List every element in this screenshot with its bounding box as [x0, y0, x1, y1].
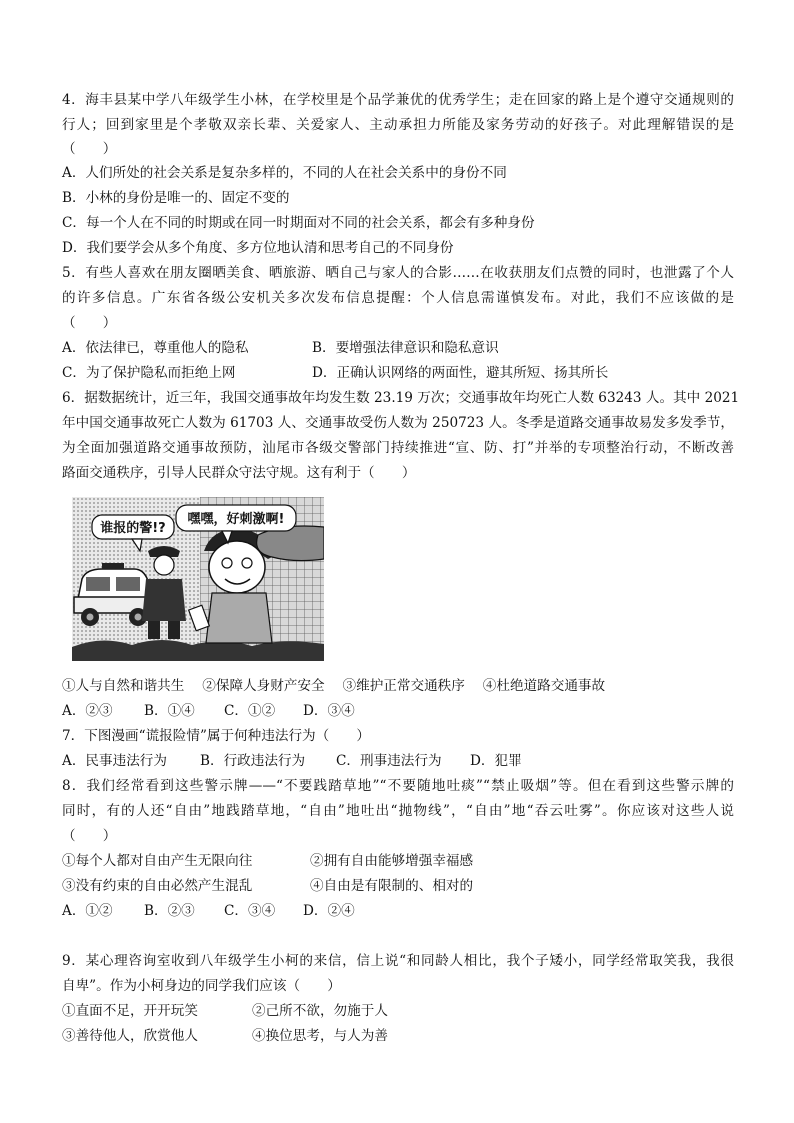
q8-item-4: ④自由是有限制的、相对的 [310, 878, 474, 894]
q7-stem: 7．下图漫画“谎报险情”属于何种违法行为（ ） [62, 728, 371, 744]
q6-statement-items: ①人与自然和谐共生 ②保障人身财产安全 ③维护正常交通秩序 ④杜绝道路交通事故 [62, 678, 606, 694]
q6-stem-line2: 年中国交通事故死亡人数为 61703 人、交通事故受伤人数为 250723 人。冬季是道路交通事故易发多发季节， [62, 415, 734, 431]
q5-option-c: C．为了保护隐私而拒绝上网 [62, 365, 236, 381]
q7-option-c: C．刑事违法行为 [336, 753, 442, 769]
cartoon-bubble-right: 嘿嘿，好刺激啊! [187, 512, 285, 527]
q5-stem-line2: 的许多信息。广东省各级公安机关多次发布信息提醒：个人信息需谨慎发布。对此，我们不应该做的是 [62, 290, 734, 306]
q8-option-d: D．②④ [303, 903, 355, 919]
q8-option-b: B．②③ [144, 903, 195, 919]
q4-stem-line2: 行人；回到家里是个孝敬双亲长辈、关爱家人、主动承担力所能及家务劳动的好孩子。对此理解错误的是 [62, 117, 734, 133]
q4-option-b: B．小林的身份是唯一的、固定不变的 [62, 190, 290, 206]
cartoon-bubble-left: 谁报的警!? [100, 521, 166, 536]
q8-item-2: ②拥有自由能够增强幸福感 [310, 853, 474, 869]
q9-stem-line2: 自卑”。作为小柯身边的同学我们应该（ ） [62, 978, 341, 994]
q8-option-c: C．③④ [224, 903, 276, 919]
q9-item-1: ①直面不足，开开玩笑 [62, 1003, 198, 1019]
q5-option-a: A．依法律已，尊重他人的隐私 [62, 340, 249, 356]
q8-answer-paren: （ ） [62, 828, 117, 844]
q6-stem-line4: 路面交通秩序，引导人民群众守法守规。这有利于（ ） [62, 465, 416, 481]
q9-item-3: ③善待他人，欣赏他人 [62, 1028, 198, 1044]
q7-option-a: A．民事违法行为 [62, 753, 167, 769]
q5-option-b: B．要增强法律意识和隐私意识 [312, 340, 499, 356]
q8-option-a: A．①② [62, 903, 113, 919]
q4-option-c: C．每一个人在不同的时期或在同一时期面对不同的社会关系，都会有多种身份 [62, 215, 535, 231]
q5-stem-line1: 5．有些人喜欢在朋友圈晒美食、晒旅游、晒自己与家人的合影……在收获朋友们点赞的同时，也泄露了个人 [62, 265, 734, 281]
q6-option-c: C．①② [224, 703, 276, 719]
q4-option-d: D．我们要学会从多个角度、多方位地认清和思考自己的不同身份 [62, 240, 454, 256]
q6-option-b: B．①④ [144, 703, 195, 719]
q8-stem-line2: 同时，有的人还“自由”地践踏草地，“自由”地吐出“抛物线”，“自由”地“吞云吐雾”。你应该对这些人说 [62, 803, 734, 819]
q6-stem-line1: 6．据数据统计，近三年，我国交通事故年均发生数 23.19 万次；交通事故年均死亡人数 63243 人。其中 2021 [62, 390, 740, 406]
q7-option-d: D．犯罪 [470, 753, 522, 769]
q9-stem-line1: 9．某心理咨询室收到八年级学生小柯的来信，信上说“和同龄人相比，我个子矮小，同学经常取笑我，我很 [62, 953, 734, 969]
q6-stem-line3: 为全面加强道路交通事故预防，汕尾市各级交警部门持续推进“宣、防、打”并举的专项整治行动，不断改善 [62, 440, 734, 456]
q8-item-1: ①每个人都对自由产生无限向往 [62, 853, 253, 869]
q5-answer-paren: （ ） [62, 315, 117, 331]
q4-answer-paren: （ ） [62, 141, 117, 157]
q7-option-b: B．行政违法行为 [200, 753, 306, 769]
q8-item-3: ③没有约束的自由必然产生混乱 [62, 878, 253, 894]
q9-item-2: ②己所不欲，勿施于人 [252, 1003, 388, 1019]
q4-option-a: A．人们所处的社会关系是复杂多样的，不同的人在社会关系中的身份不同 [62, 165, 507, 181]
q9-item-4: ④换位思考，与人为善 [252, 1028, 388, 1044]
q6-option-d: D．③④ [303, 703, 355, 719]
false-alarm-cartoon [72, 497, 324, 661]
q5-option-d: D．正确认识网络的两面性，避其所短、扬其所长 [312, 365, 609, 381]
q8-stem-line1: 8．我们经常看到这些警示牌——“不要践踏草地”“不要随地吐痰”“禁止吸烟”等。但在看到这些警示牌的 [62, 778, 734, 794]
q4-stem-line1: 4．海丰县某中学八年级学生小林，在学校里是个品学兼优的优秀学生；走在回家的路上是个遵守交通规则的 [62, 92, 734, 108]
q6-option-a: A．②③ [62, 703, 113, 719]
